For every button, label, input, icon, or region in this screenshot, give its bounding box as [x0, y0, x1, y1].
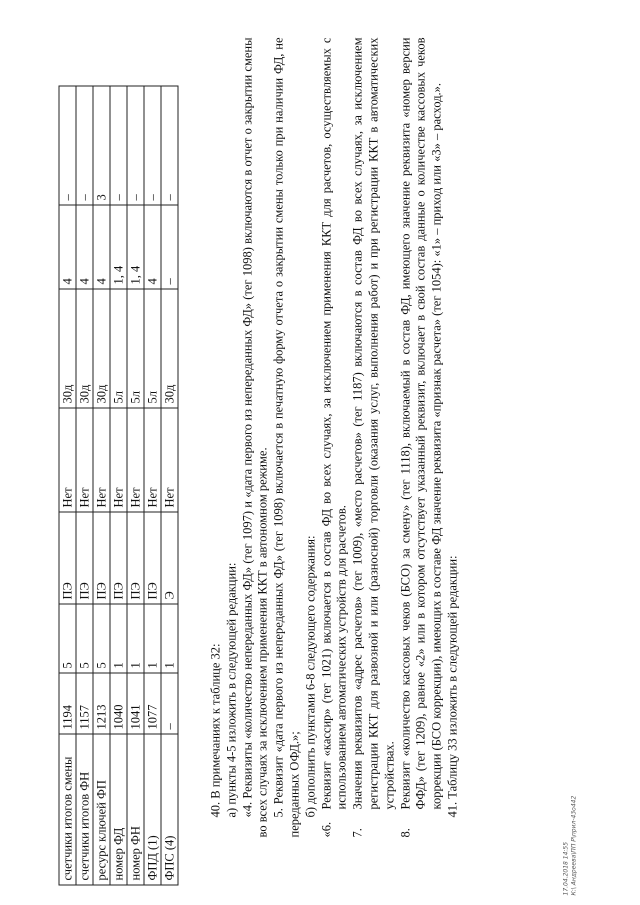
table-cell: Нет — [93, 408, 110, 512]
table-cell: 30д — [59, 289, 76, 408]
table-cell: ПЭ — [144, 512, 161, 604]
note-5-paragraph: 5. Реквизит «дата первого из непереданных ФД» (тег 1098) включается в печатную форму отчета о закрытии смены только при наличии ФД, не переданных ОФД.»; — [271, 37, 301, 837]
table-cell: 1 — [161, 604, 178, 673]
subitem-b: б) дополнить пунктами 6-8 следующего содержания: — [302, 534, 317, 817]
table-cell: Нет — [110, 408, 127, 512]
table-row — [59, 86, 76, 885]
table-cell: номер ФД — [110, 734, 127, 885]
table-cell: 1 — [144, 604, 161, 673]
table-cell: – — [161, 673, 178, 734]
table-cell: ФПС (4) — [161, 734, 178, 885]
table-cell: 5 — [93, 604, 110, 673]
table-cell: – — [161, 86, 178, 205]
note-6-number: «6. — [318, 821, 333, 837]
table-cell: 1, 4 — [127, 205, 144, 289]
table-cell: ПЭ — [127, 512, 144, 604]
note-8-body: Реквизит «количество кассовых чеков (БСО) за смену» (тег 1118), включаемый в состав ФД, имеющего значение реквизита «номер версии ФФД» (тег 1209), равное «2» или в котором отсутствует указанный реквизит, включает в свой состав данные о количестве кассовых чеков коррекции (БСО коррекции), имеющих в составе ФД значение реквизита «признак расчета» (тег 1054): «1» – приход или «3» – расход.». — [397, 37, 444, 809]
table-cell: 5 — [59, 604, 76, 673]
table-cell: Нет — [76, 408, 93, 512]
note-7 — [350, 37, 397, 837]
table-row — [110, 86, 127, 885]
table-cell: номер ФН — [127, 734, 144, 885]
table-cell: – — [59, 86, 76, 205]
note-7-number: 7. — [350, 827, 365, 837]
table-cell: счетчики итогов смены — [59, 734, 76, 885]
note-7-body: Значения реквизитов «адрес расчетов» (тег 1009), «место расчетов» (тег 1187) включаются в состав ФД во всех случаях, за исключением регистрации ККТ для развозной и или (разносной) торговли (оказания услуг, выполнения работ) и при регистрации ККТ в автоматических устройствах. — [350, 37, 396, 809]
table-cell: 5 — [76, 604, 93, 673]
table-cell: 5л — [110, 289, 127, 408]
table-cell: 1213 — [93, 673, 110, 734]
table-cell: 4 — [93, 205, 110, 289]
stamp-path: К:\ Андреева\ПП Р\прил-43о442 — [570, 795, 577, 895]
note-6-body: Реквизит «кассир» (тег 1021) включается в состав ФД во всех случаях, за исключением применения ККТ для расчетов, осуществляемых с использованием автоматических устройств для расчетов. — [318, 37, 349, 809]
table-cell: Нет — [161, 408, 178, 512]
table-cell: Нет — [144, 408, 161, 512]
table-row — [127, 86, 144, 885]
table-row — [161, 86, 178, 885]
table-cell: 1 — [127, 604, 144, 673]
amendments-text — [208, 37, 461, 837]
table-cell: – — [144, 86, 161, 205]
table-cell: 4 — [76, 205, 93, 289]
note-4-paragraph: «4. Реквизиты «количество непереданных ФД» (тег 1097) и «дата первого из непереданных ФД» (тег 1098) включаются в отчет о закрытии смены во всех случаях за исключением применения ККТ в автономном режиме. — [239, 37, 270, 837]
table-cell: 1041 — [127, 673, 144, 734]
table-cell: Нет — [127, 408, 144, 512]
table-cell: – — [110, 86, 127, 205]
table-cell: 1194 — [59, 673, 76, 734]
file-stamp — [562, 795, 578, 895]
table-cell: – — [127, 86, 144, 205]
table-cell: ресурс ключей ФП — [93, 734, 110, 885]
table-cell: ПЭ — [76, 512, 93, 604]
table-row — [76, 86, 93, 885]
table-cell: – — [76, 86, 93, 205]
item-40-heading: 40. В примечаниях к таблице 32: — [208, 643, 222, 817]
table-cell: ПЭ — [59, 512, 76, 604]
item-41-heading: 41. Таблицу 33 изложить в следующей редакции: — [444, 555, 459, 817]
table-cell: – — [161, 205, 178, 289]
table-cell: 30д — [93, 289, 110, 408]
table-cell: 1077 — [144, 673, 161, 734]
table-cell: Нет — [59, 408, 76, 512]
table-cell: 5л — [144, 289, 161, 408]
table-cell: 1, 4 — [110, 205, 127, 289]
table-cell: Э — [161, 512, 178, 604]
table-cell: 5л — [127, 289, 144, 408]
table-cell: 4 — [59, 205, 76, 289]
table-cell: 30д — [76, 289, 93, 408]
table-cell: ФПД (1) — [144, 734, 161, 885]
table-cell: 1040 — [110, 673, 127, 734]
table-cell: 4 — [144, 205, 161, 289]
table-row — [93, 86, 110, 885]
note-8-number: 8. — [397, 827, 412, 837]
fiscal-data-table — [58, 85, 178, 885]
table-row — [144, 86, 161, 885]
note-8 — [398, 37, 445, 837]
table-cell: 30д — [161, 289, 178, 408]
table-cell: 1 — [110, 604, 127, 673]
table-cell: 3 — [93, 86, 110, 205]
table-cell: 1157 — [76, 673, 93, 734]
subitem-a: а) пункты 4-5 изложить в следующей редакции: — [223, 562, 238, 817]
note-6 — [319, 37, 351, 837]
table-cell: ПЭ — [110, 512, 127, 604]
table-cell: счетчики итогов ФН — [76, 734, 93, 885]
stamp-date: 17.04.2018 14:55 — [562, 841, 569, 895]
table-cell: ПЭ — [93, 512, 110, 604]
